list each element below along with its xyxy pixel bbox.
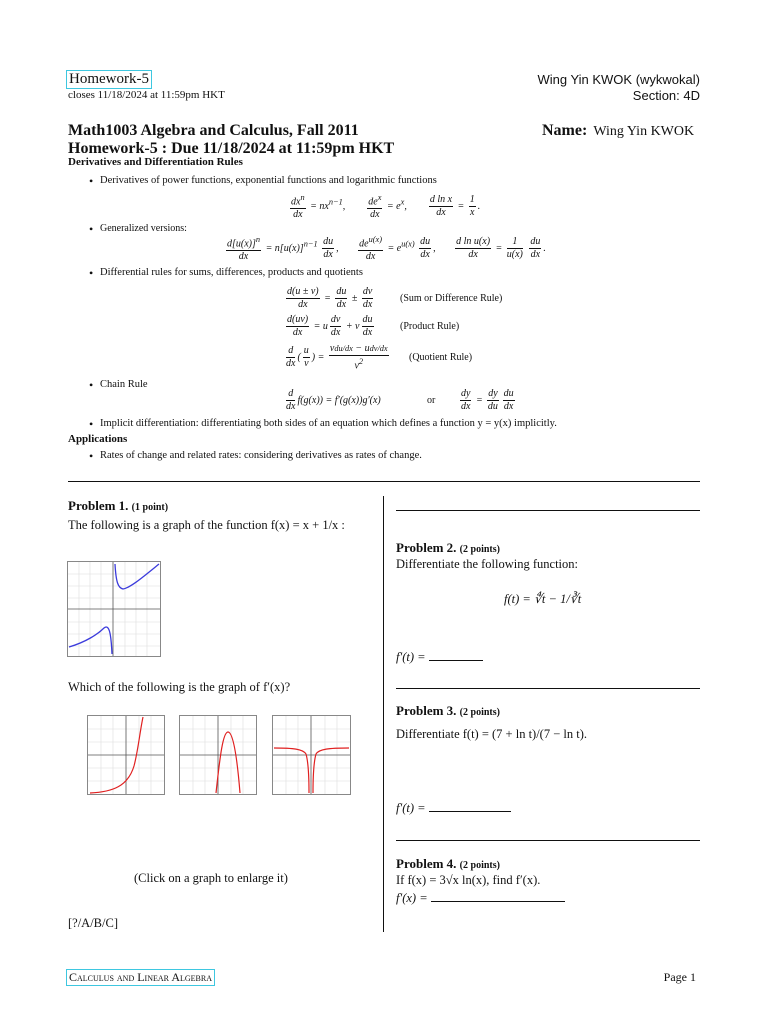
- bullet-power-functions: • Derivatives of power functions, exponential functions and logarithmic functions: [100, 175, 437, 186]
- answer-graph-a[interactable]: [87, 715, 165, 795]
- problem-3-title: Problem 3. (2 points): [396, 703, 500, 718]
- function-graph[interactable]: [67, 561, 161, 657]
- problem-2-title: Problem 2. (2 points): [396, 540, 500, 555]
- problem-2-text: Differentiate the following function:: [396, 557, 579, 571]
- enlarge-hint: (Click on a graph to enlarge it): [134, 871, 288, 885]
- student-section: Section: 4D: [632, 88, 700, 103]
- problem-1-text: The following is a graph of the function f(x) = x + 1/x :: [68, 518, 345, 532]
- problem-1-question: Which of the following is the graph of f′(x)?: [68, 680, 291, 694]
- problem-1-answer-field[interactable]: [?/A/B/C]: [68, 916, 118, 930]
- page-number: Page 1: [663, 970, 696, 984]
- problem-4-answer-input[interactable]: [431, 889, 565, 902]
- product-rule-label: (Product Rule): [400, 321, 460, 332]
- top-divider: [68, 481, 700, 482]
- quotient-rule-label: (Quotient Rule): [409, 352, 473, 363]
- closing-time: closes 11/18/2024 at 11:59pm HKT: [68, 89, 225, 101]
- student-name: Wing Yin KWOK (wykwokal): [537, 72, 700, 87]
- generalized-label: • Generalized versions:: [100, 223, 187, 234]
- bullet-differential-rules: • Differential rules for sums, differences, products and quotients: [100, 267, 363, 278]
- homework-title: Homework-5 : Due 11/18/2024 at 11:59pm HKT: [68, 140, 395, 157]
- problem-1-title: Problem 1. (1 point): [68, 498, 169, 513]
- footer-course-link[interactable]: Calculus and Linear Algebra: [66, 969, 215, 986]
- bullet-rates: • Rates of change and related rates: considering derivatives as rates of change.: [100, 450, 422, 461]
- formula-quotient-rule: $\frac{d}{dx}$ ( $\frac{u}{v}$ ) = $\frac{\text{vdu/dx − udv/dx}}{v^2}$: [286, 343, 388, 372]
- problem-4-divider: [396, 840, 700, 841]
- problem-3-text: Differentiate f(t) = (7 + ln t)/(7 − ln t).: [396, 727, 587, 741]
- problem-4-answer: f′(x) =: [396, 889, 565, 906]
- bullet-implicit: • Implicit differentiation: differentiating both sides of an equation which defines a function y = y(x) implicitly.: [100, 418, 557, 429]
- sum-rule-label: (Sum or Difference Rule): [400, 293, 503, 304]
- course-title: Math1003 Algebra and Calculus, Fall 2011: [68, 122, 359, 139]
- homework-link[interactable]: Homework-5: [66, 70, 152, 89]
- student-info: [537, 72, 700, 104]
- formula-sum-rule: $\frac{d(u \pm v)}{dx}$ = $\frac{du}{dx}$ ± $\frac{dv}{dx}$: [287, 286, 373, 310]
- or-label: or: [427, 395, 436, 406]
- problem-3-answer: f′(t) =: [396, 799, 511, 816]
- name-value: Wing Yin KWOK: [593, 124, 695, 139]
- heading-applications: Applications: [68, 433, 128, 445]
- problem-3-answer-input[interactable]: [429, 799, 511, 812]
- column-divider: [383, 496, 384, 932]
- formula-product-rule: $\frac{d(uv)}{dx}$ = u $\frac{dv}{dx}$ + v $\frac{du}{dx}$: [287, 314, 373, 338]
- problem-2-answer: f′(t) =: [396, 648, 483, 665]
- page-title: [68, 122, 394, 158]
- bullet-chain-rule: • Chain Rule: [100, 379, 148, 390]
- problem-2-answer-input[interactable]: [429, 648, 483, 661]
- problem-4-text: If f(x) = 3√x ln(x), find f′(x).: [396, 873, 541, 887]
- formula-generalized: $\frac{d[u(x)]^n}{dx}$ = $n[u(x)]^{n-1}$ $\frac{du}{dx}$ , $\frac{de^{u(x)}}{dx}$ = $e^{u(x)}$ $\frac{du}{dx}$ , $\frac{\text{d ln u(x)}}{dx}$ = $\frac{1}{u(x)}$ $\frac{du}{dx}$ .: [227, 235, 546, 263]
- problem-3-divider: [396, 688, 700, 689]
- answer-graph-c[interactable]: [272, 715, 351, 795]
- problem-2-divider: [396, 510, 700, 511]
- formula-basic: $\frac{dx^n}{dx}$ = $nx^{n-1}$, $\frac{de^x}{dx}$ = $e^x$, $\frac{\text{d ln x}}{dx}$ = $\frac{1}{x}$ .: [291, 193, 481, 221]
- problem-2-function: f(t) = ∜t − 1/∛t: [504, 592, 582, 606]
- formula-chain-rule-leibniz: $\frac{dy}{dx}$ = $\frac{dy}{du}$ $\frac{du}{dx}$: [461, 388, 514, 412]
- heading-derivatives: Derivatives and Differentiation Rules: [68, 156, 243, 168]
- name-label: Name:: [542, 122, 588, 139]
- name-field: [542, 122, 694, 140]
- problem-4-title: Problem 4. (2 points): [396, 856, 500, 871]
- formula-chain-rule: $\frac{d}{dx}$ f(g(x)) = f′(g(x))g′(x): [286, 388, 381, 412]
- answer-graph-b[interactable]: [179, 715, 257, 795]
